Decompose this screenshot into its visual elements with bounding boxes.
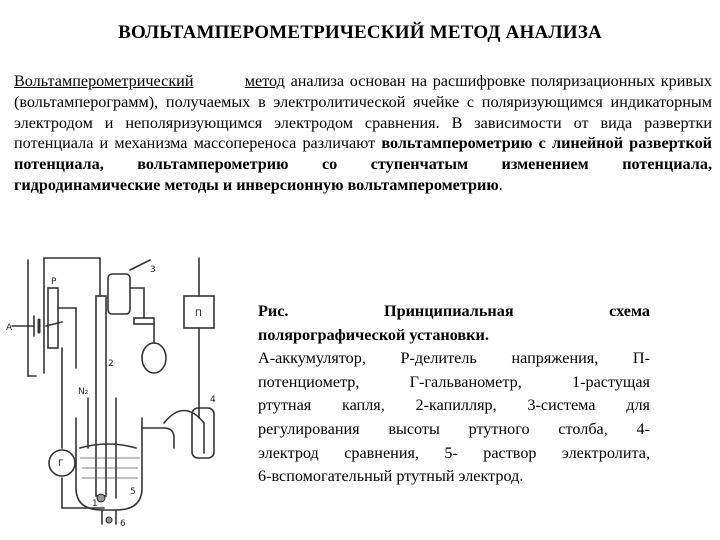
label-galvanometer: Г — [58, 459, 64, 469]
label-6: 6 — [120, 519, 126, 529]
paragraph-text: анализа основан на расшифровке поляризационных кривых (вольтамперограмм), получаемых в электролитической ячейке с поляризующимся индикаторным электродом и неполяризующимся электродом сравнения. В зависимости от вида развертки потенциала и механизма массопереноса различают — [14, 72, 713, 153]
polarograph-schematic — [4, 248, 254, 530]
label-accumulator: А — [6, 323, 13, 333]
paragraph-bold-methods: вольтамперометрию с линейной разверткой потенциала, вольтамперометрию со ступенчатым изменением потенциала, гидродинамические методы и инверсионную вольтамперометрию — [14, 134, 712, 194]
label-5: 5 — [130, 487, 136, 497]
caption-title-line — [258, 300, 650, 324]
paragraph-end: . — [498, 175, 503, 194]
term-method: метод — [244, 72, 285, 90]
figure-caption — [258, 300, 650, 489]
intro-paragraph — [14, 71, 712, 196]
caption-legend-line: потенциометр, Г-гальванометр, 1-растущая — [258, 372, 650, 391]
caption-title-line-2: полярографической установки. — [258, 325, 489, 344]
caption-prefix: Рис. — [258, 302, 289, 320]
caption-legend-line: электрод сравнения, 5- раствор электролита, — [258, 443, 650, 462]
caption-legend-line: регулирования высоты ртутного столба, 4- — [258, 419, 650, 438]
label-3: 3 — [150, 265, 156, 275]
caption-title-word2: схема — [609, 302, 650, 320]
label-potentiometer: П — [195, 309, 202, 319]
caption-title-word1: Принципиальная — [383, 302, 514, 320]
caption-legend-line: 6-вспомогательный ртутный электрод. — [258, 467, 524, 486]
term-voltammetric: Вольтамперометрический — [14, 72, 194, 90]
label-divider: P — [51, 277, 57, 287]
page-title: ВОЛЬТАМПЕРОМЕТРИЧЕСКИЙ МЕТОД АНАЛИЗА — [118, 22, 602, 43]
caption-legend-line: А-аккумулятор, Р-делитель напряжения, П- — [258, 349, 650, 368]
label-nitrogen: N₂ — [78, 387, 89, 397]
label-1: 1 — [92, 499, 98, 509]
caption-legend-line: ртутная капля, 2-капилляр, 3-система для — [258, 396, 650, 415]
label-2: 2 — [108, 359, 114, 369]
label-4: 4 — [210, 395, 216, 405]
